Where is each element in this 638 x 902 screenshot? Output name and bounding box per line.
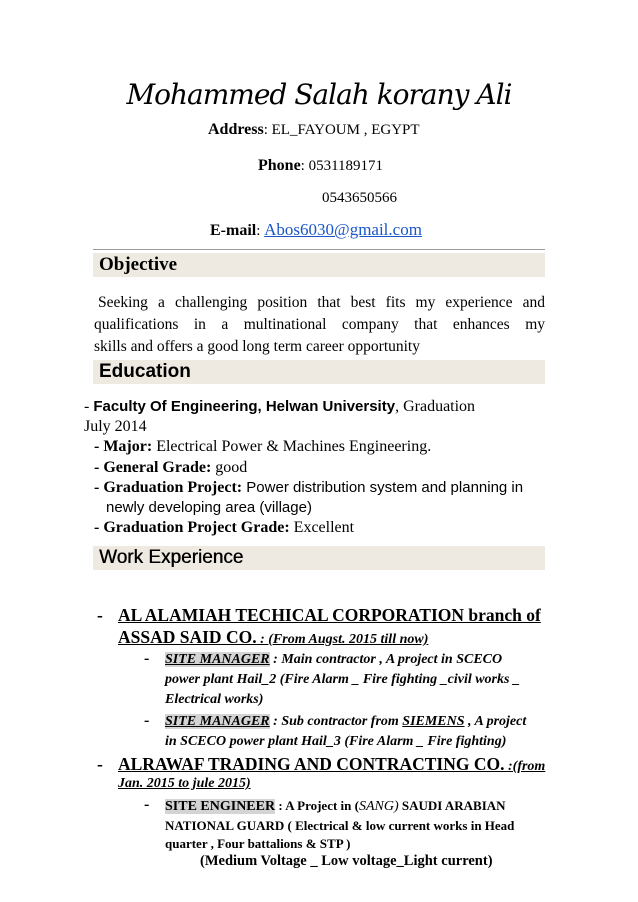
role1-title: SITE MANAGER xyxy=(165,652,270,667)
address-label: Address xyxy=(208,121,264,138)
job2-dates: Jan. 2015 to jule 2015) xyxy=(118,776,251,791)
objective-text xyxy=(94,292,545,358)
role1-text-1: : Main contractor , A project in SCECO xyxy=(269,652,503,667)
role3-text-1: : A Project in ( xyxy=(275,798,359,813)
role3-text-2: SAUDI ARABIAN xyxy=(398,798,506,813)
project-value-1: Power distribution system and planning in xyxy=(242,479,524,496)
education-heading-bar xyxy=(93,360,545,384)
role3-line2: NATIONAL GUARD ( Electrical & low current works in Head xyxy=(165,818,515,833)
job1-company-line1: AL ALAMIAH TECHICAL CORPORATION branch of xyxy=(118,605,541,625)
role3-sang: SANG) xyxy=(358,799,399,814)
job2-company-line1 xyxy=(118,754,545,775)
dash: - xyxy=(84,398,94,415)
role1-line2: power plant Hail_2 (Fire Alarm _ Fire fighting _civil works _ xyxy=(165,672,520,687)
email-line xyxy=(210,220,422,240)
email-link[interactable]: Abos6030@gmail.com xyxy=(264,220,422,239)
job2-company-name: ALRAWAF TRADING AND CONTRACTING CO. xyxy=(118,754,505,774)
grade-value: good xyxy=(211,459,248,476)
phone-value-1: : 0531189171 xyxy=(300,158,384,174)
education-project xyxy=(94,479,523,497)
education-university xyxy=(84,398,475,416)
work-heading-bar xyxy=(93,546,545,570)
role1-line3: Electrical works) xyxy=(165,692,264,707)
grade-label: - General Grade: xyxy=(94,459,212,476)
phone-label: Phone xyxy=(258,157,301,174)
objective-line-2: qualifications in a multinational company that enhances my xyxy=(94,316,545,333)
education-grade xyxy=(94,459,247,477)
role2-line2: in SCECO power plant Hail_3 (Fire Alarm _ Fire fighting) xyxy=(165,734,507,749)
role1-line1 xyxy=(165,652,502,668)
major-value: Electrical Power & Machines Engineering. xyxy=(152,438,432,455)
work-heading: Work Experience xyxy=(99,547,244,568)
role2-dash: - xyxy=(144,712,150,729)
graduation-word: , Graduation xyxy=(395,398,476,415)
objective-heading: Objective xyxy=(99,254,178,275)
objective-heading-bar xyxy=(93,253,545,277)
university-name: Faculty Of Engineering, Helwan University xyxy=(93,398,396,415)
email-label: E-mail xyxy=(210,222,257,239)
role3-line3: quarter , Four battalions & STP ) xyxy=(165,836,351,851)
project-value-2: newly developing area (village) xyxy=(106,499,312,516)
education-major xyxy=(94,438,431,456)
phone-value-2: 0543650566 xyxy=(322,190,397,206)
education-heading: Education xyxy=(99,361,191,382)
objective-line-3: skills and offers a good long term career opportunity xyxy=(94,338,420,355)
role2-text-2: , A project xyxy=(464,714,527,729)
address-value: : EL_FAYOUM , EGYPT xyxy=(263,122,420,138)
role3-line1 xyxy=(165,798,506,815)
job2-dash: - xyxy=(97,754,103,774)
role2-title: SITE MANAGER xyxy=(165,714,270,729)
role2-text-1: : Sub contractor from xyxy=(269,714,403,729)
job1-company-name: ASSAD SAID CO. xyxy=(118,627,257,647)
role3-dash: - xyxy=(144,796,150,813)
role2-line1 xyxy=(165,714,526,730)
role3-title: SITE ENGINEER xyxy=(165,799,276,814)
role3-line4: (Medium Voltage _ Low voltage_Light current) xyxy=(200,853,493,869)
project-grade-label: - Graduation Project Grade: xyxy=(94,519,290,536)
job1-dash: - xyxy=(97,605,103,625)
role1-dash: - xyxy=(144,650,150,667)
role2-siemens: SIEMENS xyxy=(402,714,465,729)
address-line xyxy=(208,121,420,139)
job1-company-line2 xyxy=(118,627,428,648)
major-label: - Major: xyxy=(94,438,153,455)
email-colon: : xyxy=(256,223,265,239)
project-grade-value: Excellent xyxy=(289,519,355,536)
education-project-grade xyxy=(94,519,354,537)
grad-date: July 2014 xyxy=(84,418,147,435)
job2-from: :(from xyxy=(504,759,546,774)
resume-name: Mohammed Salah korany Ali xyxy=(126,78,512,111)
phone-line xyxy=(258,157,383,175)
project-label: - Graduation Project: xyxy=(94,479,243,496)
job1-dates: : (From Augst. 2015 till now) xyxy=(256,632,429,647)
objective-line-1: Seeking a challenging position that best fits my experience and xyxy=(98,294,545,311)
header-divider xyxy=(93,249,545,250)
